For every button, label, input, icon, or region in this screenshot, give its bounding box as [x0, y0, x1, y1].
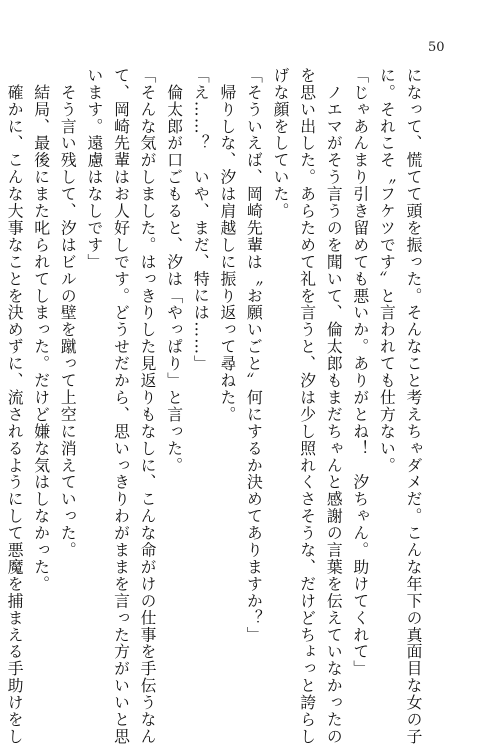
text-line: ノエマがそう言うのを聞いて、倫太郎もまだちゃんと感謝の言葉を伝えていなかったの	[324, 67, 344, 745]
text-line: に。それこそ〝フケツです〟と言われても仕方ない。	[377, 67, 397, 474]
text-line: 「そんな気がしました。はっきりした見返りもなしに、こんな命がけの仕事を手伝うなん	[138, 67, 158, 745]
novel-text-body	[0, 67, 426, 745]
text-line: になって、慌てて頭を振った。そんなこと考えちゃダメだ。こんな年下の真面目な女の子	[404, 67, 423, 745]
text-line: て、岡崎先輩はお人好しです。どうせだから、思いっきりわがままを言った方がいいと思	[111, 67, 131, 745]
text-line: 確かに、こんな大事なことを決めずに、流されるようにして悪魔を捕まえる手助けをし	[5, 67, 25, 745]
text-line: げな顔をしていた。	[271, 67, 291, 220]
page-number: 50	[428, 40, 445, 55]
text-line: 「そういえば、岡崎先輩は〝お願いごと〟何にするか決めてありますか？」	[244, 67, 264, 644]
text-line: 「じゃあんまり引き留めても悪いか。ありがとね！ 汐ちゃん。助けてくれて」	[350, 67, 370, 678]
text-line: 帰りしな、汐は肩越しに振り返って尋ねた。	[217, 67, 237, 423]
text-line: 結局、最後にまた叱られてしまった。だけど嫌な気はしなかった。	[31, 67, 51, 593]
text-line: そう言い残して、汐はビルの壁を蹴って上空に消えていった。	[58, 67, 78, 559]
text-line: 倫太郎が口ごもると、汐は「やっぱり」と言った。	[164, 67, 184, 474]
text-line	[0, 67, 1, 667]
text-line: 「え……？ いや、まだ、特には……」	[191, 67, 211, 373]
text-line: を思い出した。あらためて礼を言うと、汐は少し照れくさそうな、だけどちょっと誇らし	[297, 67, 317, 745]
text-line: います。遠慮はなしです」	[84, 67, 104, 271]
